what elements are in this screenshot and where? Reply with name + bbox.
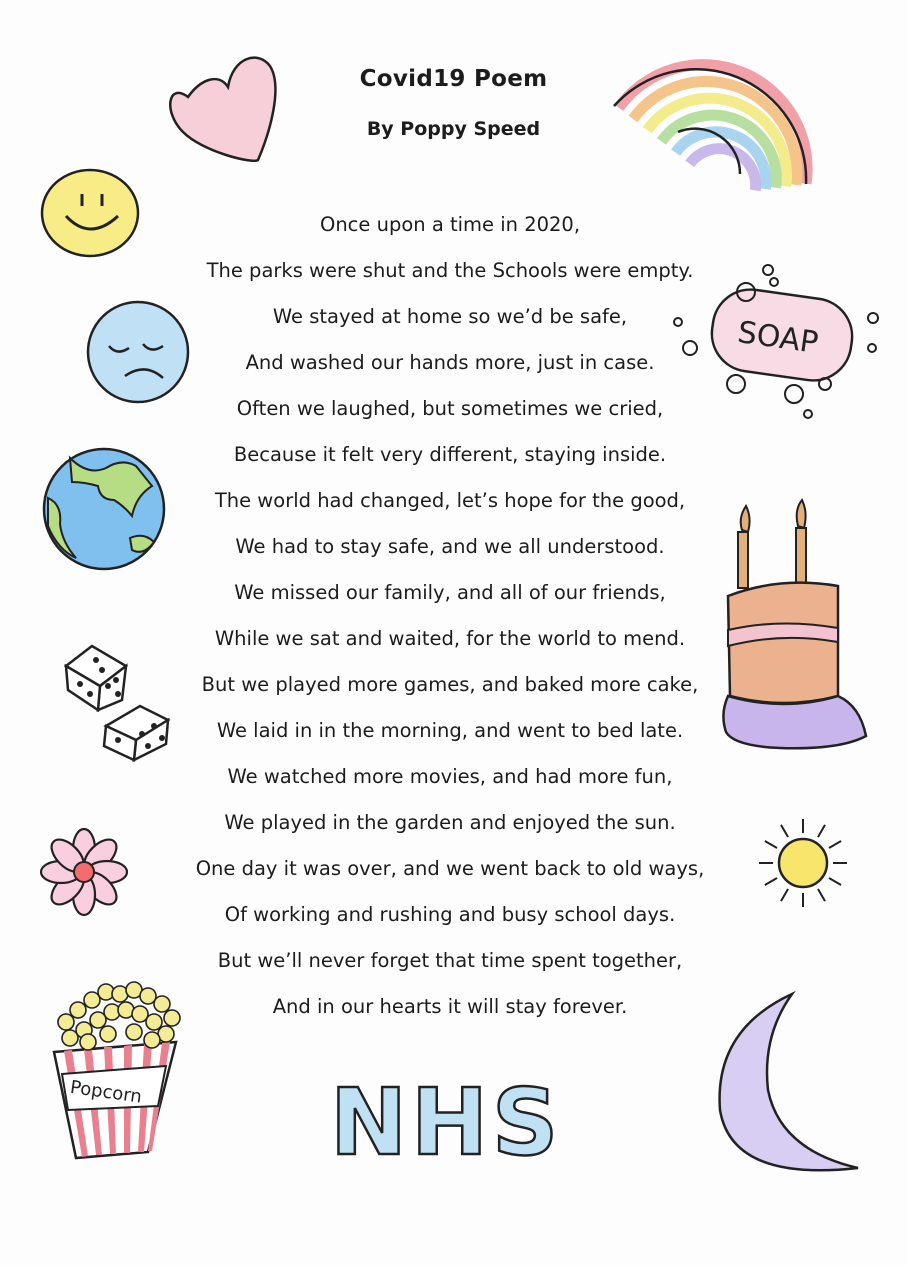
- popcorn-kernel: [70, 1002, 86, 1018]
- poem-line: We missed our family, and all of our friends,: [234, 581, 666, 604]
- poem-line: Of working and rushing and busy school days.: [224, 903, 676, 926]
- poem-line: We had to stay safe, and we all understood.: [235, 535, 665, 558]
- sun-icon: [756, 816, 850, 910]
- popcorn-box-icon: [48, 982, 188, 1164]
- popcorn-kernel: [80, 1034, 96, 1050]
- sun-ray: [829, 841, 841, 848]
- sun-ray: [818, 825, 825, 837]
- popcorn-label: Popcorn: [68, 1076, 144, 1108]
- poem-line: Once upon a time in 2020,: [319, 213, 581, 236]
- crescent-moon-icon: [710, 990, 862, 1190]
- popcorn-kernel: [164, 1010, 180, 1026]
- sun-ray: [818, 889, 825, 901]
- popcorn-kernel: [144, 1032, 160, 1048]
- sun-ray: [829, 878, 841, 885]
- sun-ray: [781, 889, 788, 901]
- flower-icon: [34, 824, 134, 920]
- soap-bar-icon: [668, 262, 888, 427]
- poem-line: We played in the garden and enjoyed the sun.: [224, 811, 676, 834]
- sun-ray: [765, 878, 777, 885]
- dice-icon: [62, 640, 172, 760]
- poem-author: By Poppy Speed: [366, 118, 541, 140]
- heart-icon: [158, 52, 283, 167]
- poem-line: The parks were shut and the Schools were empty.: [206, 259, 694, 282]
- sad-face-icon: [85, 298, 191, 406]
- earth-globe-icon: [40, 446, 168, 572]
- poem-line: Because it felt very different, staying inside.: [233, 443, 667, 466]
- heart-shape: [170, 58, 275, 161]
- sun-ray: [765, 841, 777, 848]
- poem-line: And in our hearts it will stay forever.: [272, 995, 628, 1018]
- soap-label: SOAP: [735, 315, 821, 361]
- rainbow-band: [690, 149, 756, 191]
- poem-line: We stayed at home so we’d be safe,: [272, 305, 628, 328]
- popcorn-kernel: [154, 996, 170, 1012]
- birthday-cake-icon: [720, 500, 870, 770]
- poem-line: The world had changed, let’s hope for the good,: [214, 489, 686, 512]
- popcorn-kernel: [58, 1014, 74, 1030]
- nhs-label: NHS: [330, 1069, 563, 1176]
- nhs-logo-drawing: [326, 1069, 586, 1176]
- popcorn-kernel: [100, 1026, 116, 1042]
- poem-body: [150, 207, 750, 1035]
- smiley-face-icon: [38, 166, 142, 260]
- popcorn-kernel: [146, 1014, 162, 1030]
- poem-line: And washed our hands more, just in case.: [245, 351, 655, 374]
- poem-line: Often we laughed, but sometimes we cried,: [236, 397, 664, 420]
- poem-title: Covid19 Poem: [359, 66, 548, 92]
- poem-line: But we played more games, and baked more cake,: [201, 673, 699, 696]
- rainbow-icon: [608, 44, 816, 204]
- poem-line: We laid in in the morning, and went to bed late.: [216, 719, 684, 742]
- poem-line: One day it was over, and we went back to old ways,: [195, 857, 705, 880]
- popcorn-kernel: [126, 1024, 142, 1040]
- poem-line: We watched more movies, and had more fun,: [227, 765, 673, 788]
- sun-ray: [781, 825, 788, 837]
- poem-line: But we’ll never forget that time spent together,: [217, 949, 683, 972]
- poem-line: While we sat and waited, for the world to mend.: [214, 627, 686, 650]
